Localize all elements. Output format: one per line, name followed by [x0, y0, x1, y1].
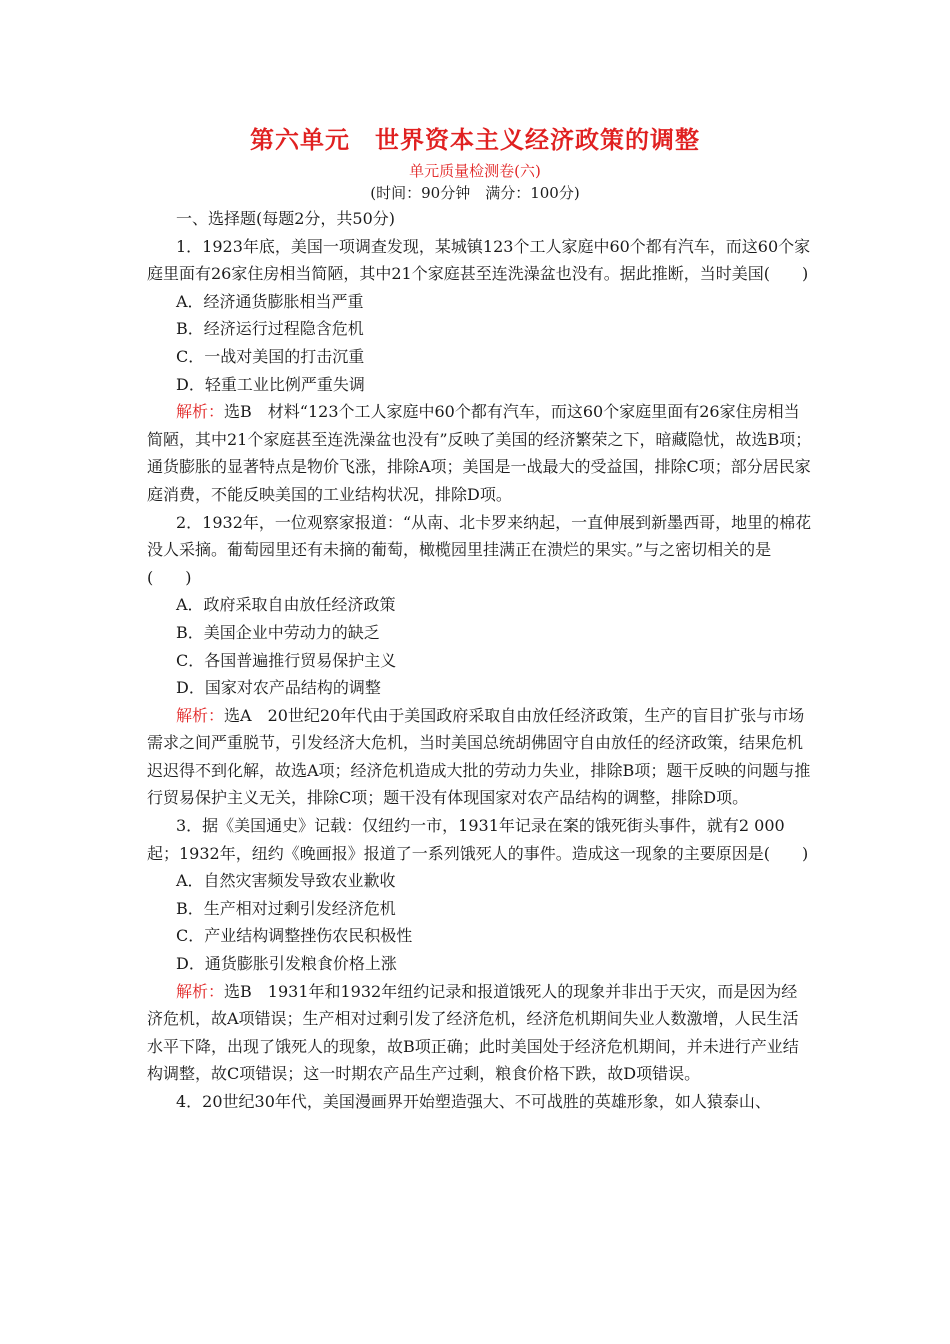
time-score-info: (时间：90分钟 满分：100分)	[370, 184, 580, 202]
question-stem: 1．1923年底，美国一项调查发现，某城镇123个工人家庭中60个都有汽车，而这60个家庭里面有26家住房相当简陋，其中21个家庭甚至连洗澡盆也没有。据此推断，当时美国( )	[147, 236, 811, 284]
option-c: C．各国普遍推行贸易保护主义	[176, 650, 397, 670]
question-stem: 2．1932年，一位观察家报道：“从南、北卡罗来纳起，一直伸展到新墨西哥，地里的棉花没人采摘。葡萄园里还有未摘的葡萄，橄榄园里挂满正在溃烂的果实。”与之密切相关的是( )	[147, 512, 812, 587]
option-b: B．美国企业中劳动力的缺乏	[176, 622, 380, 642]
question-stem: 4．20世纪30年代，美国漫画界开始塑造强大、不可战胜的英雄形象，如人猿泰山、	[176, 1092, 771, 1111]
question-2	[147, 509, 813, 813]
question-1	[147, 233, 813, 509]
analysis	[147, 398, 813, 508]
option-a: A．政府采取自由放任经济政策	[176, 595, 396, 615]
analysis	[147, 978, 813, 1088]
option-c: C．一战对美国的打击沉重	[176, 346, 365, 366]
option-d: D．通货膨胀引发粮食价格上涨	[176, 954, 397, 974]
option-b: B．经济运行过程隐含危机	[176, 319, 364, 339]
analysis-text: 选B 1931年和1932年纽约记录和报道饿死人的现象并非出于天灾，而是因为经济危机，故A项错误；生产相对过剩引发了经济危机，经济危机期间失业人数激增，人民生活水平下降，出现了饿死人的现象，故B项正确；此时美国处于经济危机期间，并未进行产业结构调整，故C项错误；这一时期农产品生产过剩，粮食价格下跌，故D项错误。	[147, 981, 799, 1084]
analysis-text: 选A 20世纪20年代由于美国政府采取自由放任经济政策，生产的盲目扩张与市场需求之间严重脱节，引发经济大危机，当时美国总统胡佛固守自由放任的经济政策，结果危机迟迟得不到化解，故选A项；经济危机造成大批的劳动力失业，排除B项；题干反映的问题与推行贸易保护主义无关，排除C项；题干没有体现国家对农产品结构的调整，排除D项。	[147, 705, 811, 808]
page-title: 第六单元 世界资本主义经济政策的调整	[250, 126, 700, 154]
option-c: C．产业结构调整挫伤农民积极性	[176, 926, 413, 946]
option-d: D．国家对农产品结构的调整	[176, 678, 381, 698]
analysis-label: 解析：	[176, 981, 225, 1001]
option-a: A．经济通货膨胀相当严重	[176, 291, 364, 311]
page-subtitle: 单元质量检测卷(六)	[409, 162, 541, 180]
analysis-label: 解析：	[176, 402, 225, 422]
option-d: D．轻重工业比例严重失调	[176, 374, 365, 394]
exam-body	[147, 205, 813, 1116]
section-heading: 一、选择题(每题2分，共50分)	[176, 209, 396, 228]
option-a: A．自然灾害频发导致农业歉收	[176, 871, 396, 891]
question-3	[147, 812, 813, 1088]
question-stem: 3．据《美国通史》记载：仅纽约一市，1931年记录在案的饿死街头事件，就有2 000起；1932年，纽约《晚画报》报道了一系列饿死人的事件。造成这一现象的主要原因是( )	[147, 816, 809, 863]
analysis-label: 解析：	[176, 705, 225, 725]
analysis-text: 选B 材料“123个工人家庭中60个都有汽车，而这60个家庭里面有26家住房相当简陋，其中21个家庭甚至连洗澡盆也没有”反映了美国的经济繁荣之下，暗藏隐忧，故选B项；通货膨胀的显著特点是物价飞涨，排除A项；美国是一战最大的受益国，排除C项；部分居民家庭消费，不能反映美国的工业结构状况，排除D项。	[147, 402, 812, 504]
option-b: B．生产相对过剩引发经济危机	[176, 898, 396, 918]
analysis	[147, 702, 813, 812]
question-4	[147, 1088, 813, 1116]
